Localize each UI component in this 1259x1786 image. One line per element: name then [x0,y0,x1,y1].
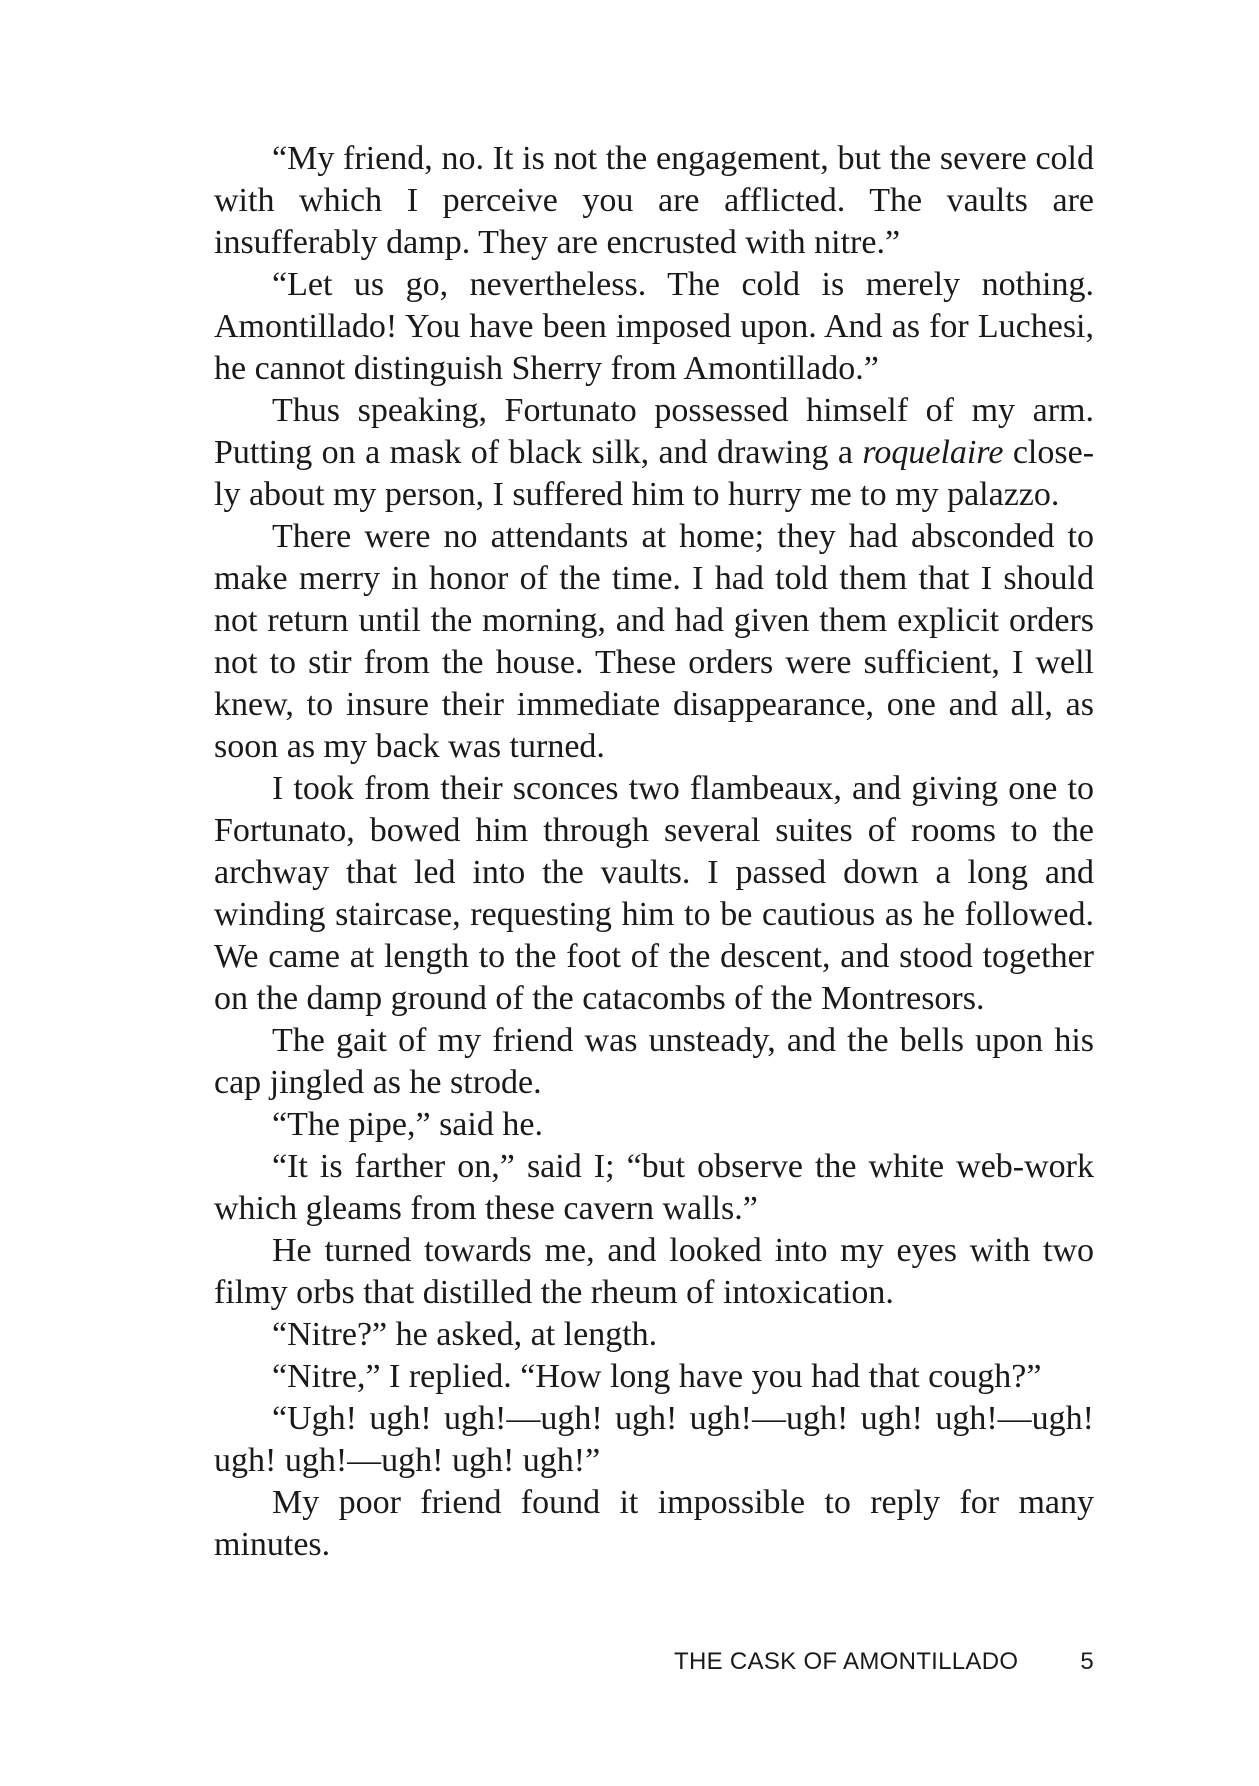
paragraph-text: Thus speaking, Fortunato possessed himself of my arm. Putting on a mask of black silk, and drawing a [214,392,1094,471]
body-text [214,138,1094,1566]
paragraph: There were no attendants at home; they had absconded to make merry in honor of the time. I had told them that I should not return until the morning, and had given them explicit orders not to stir from the house. These orders were sufficient, I well knew, to insure their immediate disappearance, one and all, as soon as my back was turned. [214,518,1094,765]
paragraph: He turned towards me, and looked into my eyes with two filmy orbs that distilled the rheum of intoxication. [214,1232,1094,1311]
paragraph: “It is farther on,” said I; “but observe the white web-work which gleams from these cavern walls.” [214,1148,1094,1227]
italic-word: roquelaire [862,434,1004,471]
paragraph: “The pipe,” said he. [272,1106,543,1143]
paragraph: “My friend, no. It is not the engagement, but the severe cold with which I perceive you are afflicted. The vaults are insufferably damp. They are encrusted with nitre.” [214,140,1094,261]
paragraph: “Nitre?” he asked, at length. [272,1316,658,1353]
paragraph: “Ugh! ugh! ugh!—ugh! ugh! ugh!—ugh! ugh! ugh!—ugh! ugh! ugh!—ugh! ugh! ugh!” [214,1400,1094,1479]
paragraph-text: closely about my person, I suffered him to hurry me to my palazzo. [214,434,1095,513]
paragraph: “Nitre,” I replied. “How long have you had that cough?” [272,1358,1042,1395]
page-number: 5 [1080,1648,1094,1675]
paragraph: “Let us go, nevertheless. The cold is merely nothing. Amontillado! You have been imposed upon. And as for Luchesi, he cannot distinguish Sherry from Amontillado.” [214,266,1094,387]
paragraph: My poor friend found it impossible to reply for many minutes. [214,1484,1094,1563]
paragraph: I took from their sconces two flambeaux, and giving one to Fortunato, bowed him through several suites of rooms to the archway that led into the vaults. I passed down a long and winding staircase, requesting him to be cautious as he followed. We came at length to the foot of the descent, and stood together on the damp ground of the catacombs of the Montresors. [214,770,1094,1017]
running-title: THE CASK OF AMONTILLADO [674,1648,1019,1675]
paragraph: The gait of my friend was unsteady, and the bells upon his cap jingled as he strode. [214,1022,1094,1101]
paragraph [214,390,1094,516]
page-footer [0,1648,1094,1676]
